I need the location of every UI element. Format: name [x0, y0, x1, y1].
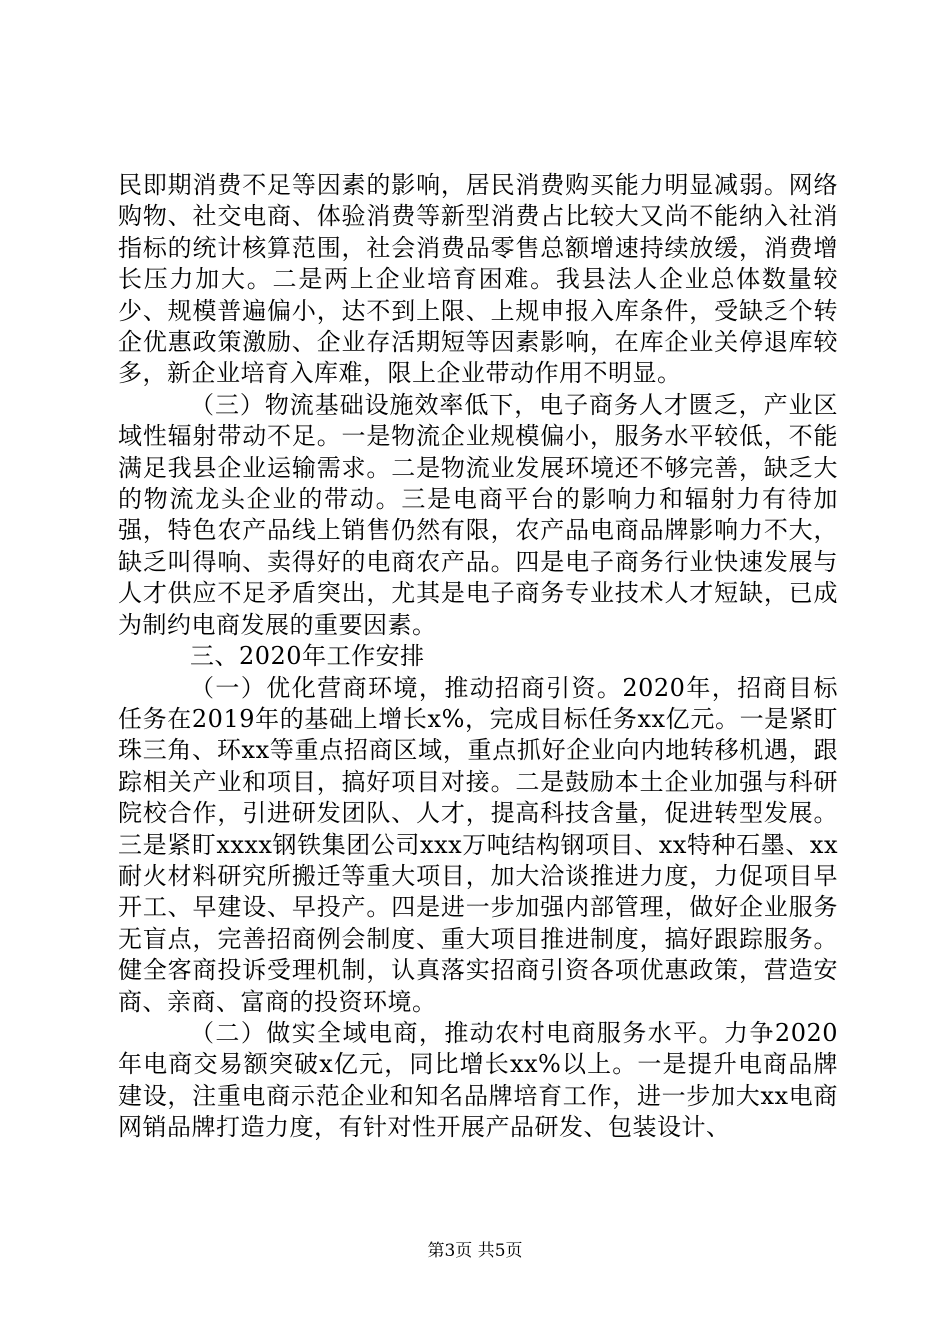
document-body — [118, 170, 838, 1144]
paragraph-ecommerce: （二）做实全域电商，推动农村电商服务水平。力争2020年电商交易额突破x亿元，同比增长xx%以上。一是提升电商品牌建设，注重电商示范企业和知名品牌培育工作，进一步加大xx电商网销品牌打造力度，有针对性开展产品研发、包装设计、 — [118, 1018, 838, 1142]
page-number-label: 第3页 共5页 — [427, 1241, 523, 1261]
section-heading-2020-plan: 三、2020年工作安排 — [190, 642, 425, 671]
paragraph-section-three-logistics: （三）物流基础设施效率低下，电子商务人才匮乏，产业区域性辐射带动不足。一是物流企业规模偏小，服务水平较低，不能满足我县企业运输需求。二是物流业发展环境还不够完善，缺乏大的物流龙头企业的带动。三是电商平台的影响力和辐射力有待加强，特色农产品线上销售仍然有限，农产品电商品牌影响力不大，缺乏叫得响、卖得好的电商农产品。四是电子商务行业快速发展与人才供应不足矛盾突出，尤其是电子商务专业技术人才短缺，已成为制约电商发展的重要因素。 — [118, 390, 838, 639]
paragraph-investment-attraction: （一）优化营商环境，推动招商引资。2020年，招商目标任务在2019年的基础上增长x%，完成目标任务xx亿元。一是紧盯珠三角、环xx等重点招商区域，重点抓好企业向内地转移机遇，跟踪相关产业和项目，搞好项目对接。二是鼓励本土企业加强与科研院校合作，引进研发团队、人才，提高科技含量，促进转型发展。三是紧盯xxxx钢铁集团公司xxx万吨结构钢项目、xx特种石墨、xx耐火材料研究所搬迁等重大项目，加大洽谈推进力度，力促项目早开工、早建设、早投产。四是进一步加强内部管理，做好企业服务无盲点，完善招商例会制度、重大项目推进制度，搞好跟踪服务。健全客商投诉受理机制，认真落实招商引资各项优惠政策，营造安商、亲商、富商的投资环境。 — [118, 673, 838, 1016]
page-footer — [0, 1240, 950, 1262]
paragraph-continuation: 民即期消费不足等因素的影响，居民消费购买能力明显减弱。网络购物、社交电商、体验消费等新型消费占比较大又尚不能纳入社消指标的统计核算范围，社会消费品零售总额增速持续放缓，消费增长压力加大。二是两上企业培育困难。我县法人企业总体数量较少、规模普遍偏小，达不到上限、上规申报入库条件，受缺乏个转企优惠政策激励、企业存活期短等因素影响，在库企业关停退库较多，新企业培育入库难，限上企业带动作用不明显。 — [118, 171, 838, 388]
